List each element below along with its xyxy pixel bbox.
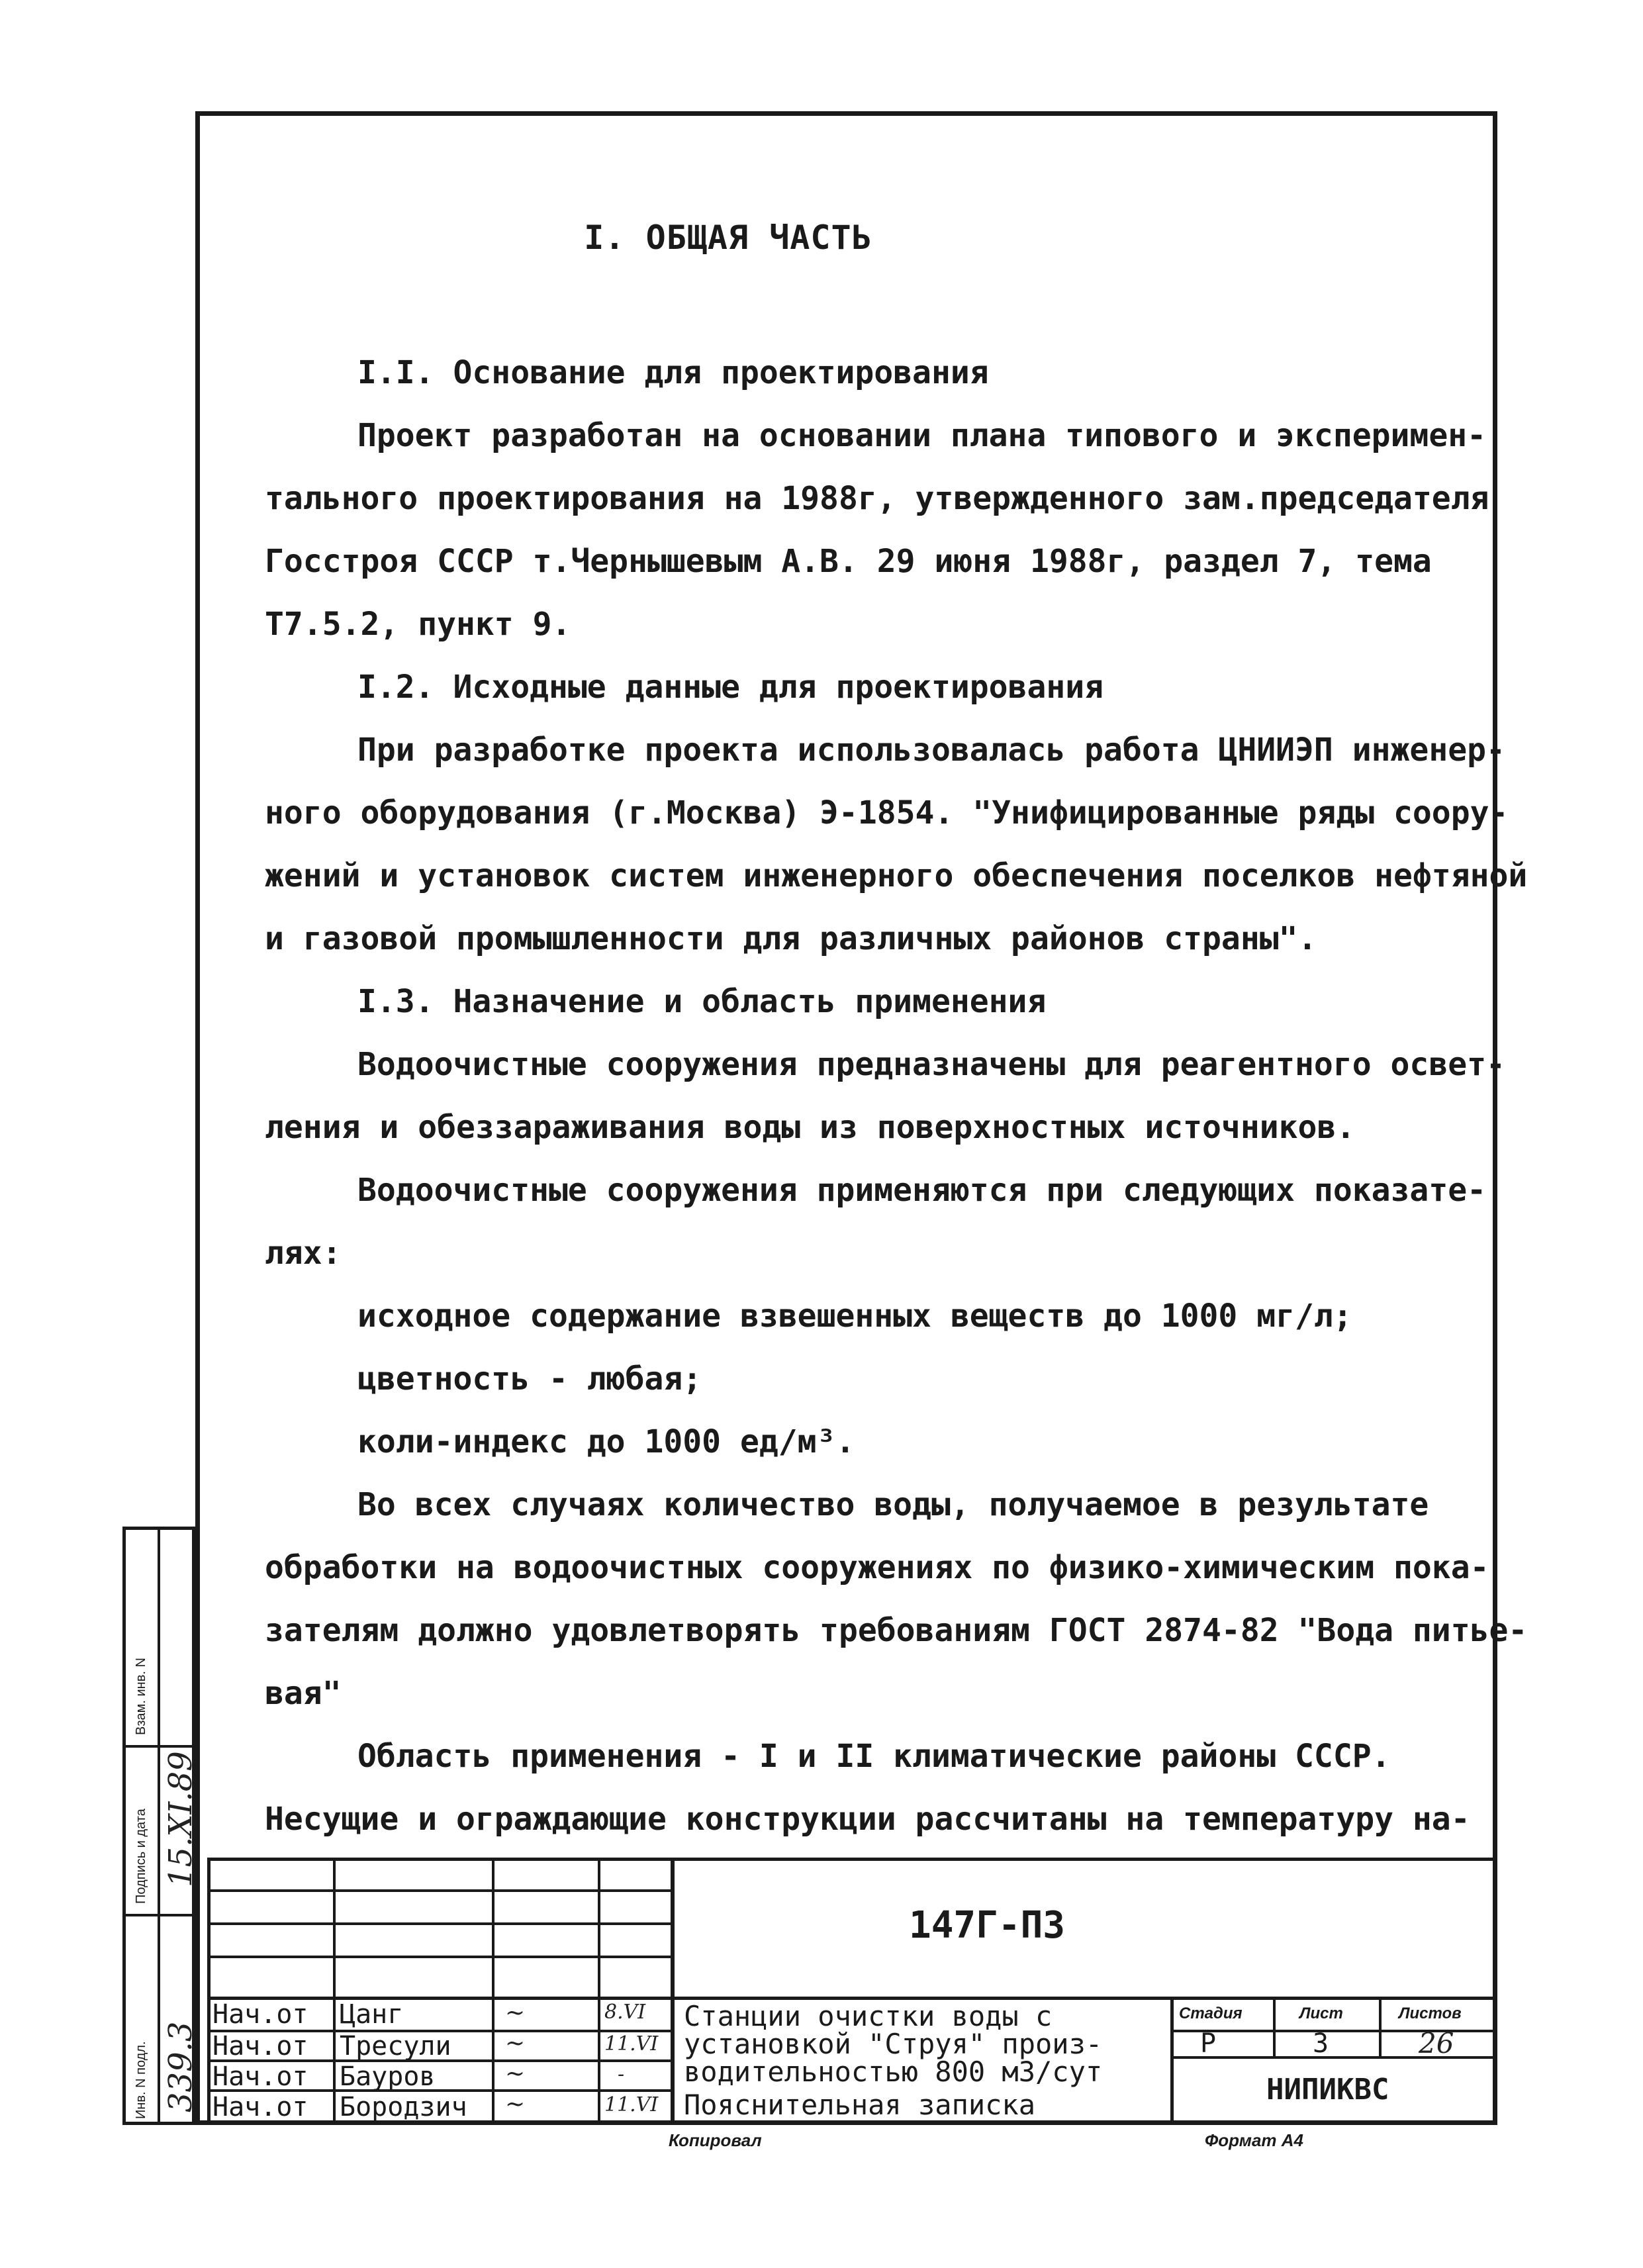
text-line: зателям должно удовлетворять требованиям ГОСТ 2874-82 "Вода питье- (265, 1612, 1528, 1649)
sheet-header: Лист (1299, 2005, 1343, 2022)
sheets-value: 26 (1419, 2027, 1454, 2059)
text-line: Во всех случаях количество воды, получаемое в результате (357, 1486, 1429, 1523)
subsection-heading: I.I. Основание для проектирования (357, 354, 989, 391)
description-line: Пояснительная записка (684, 2089, 1036, 2121)
format-label: Формат А4 (1205, 2130, 1303, 2150)
description-line: Станции очистки воды с (684, 2000, 1053, 2032)
sign-date: 8.VI (604, 2001, 646, 2024)
text-line: ления и обеззараживания воды из поверхностных источников. (265, 1109, 1356, 1146)
organization: НИПИКВС (1266, 2073, 1389, 2106)
text-line: Водоочистные сооружения предназначены для реагентного освет- (357, 1046, 1505, 1083)
signature: ~ (505, 2030, 526, 2057)
text-line: ного оборудования (г.Москва) Э-1854. "Унифицированные ряды соору- (265, 794, 1509, 831)
text-line: При разработке проекта использовалась работа ЦНИИЭП инженер- (357, 732, 1505, 769)
text-line: Т7.5.2, пункт 9. (265, 606, 571, 643)
staff-name: Бауров (340, 2061, 436, 2092)
document-code: 147Г-ПЗ (909, 1904, 1066, 1947)
text-line: жений и установок систем инженерного обеспечения поселков нефтяной (265, 857, 1528, 894)
sheets-header: Листов (1399, 2005, 1462, 2022)
staff-role: Нач.от (212, 2061, 308, 2092)
staff-name: Тресули (340, 2031, 451, 2061)
description-line: установкой "Струя" произ- (684, 2028, 1103, 2060)
text-line: вая" (265, 1675, 342, 1712)
staff-role: Нач.от (212, 1999, 308, 2030)
staff-role: Нач.от (212, 2031, 308, 2061)
text-line: лях: (265, 1235, 342, 1272)
copied-by-label: Копировал (669, 2130, 762, 2150)
text-line: Госстроя СССР т.Чернышевым А.В. 29 июня 1988г, раздел 7, тема (265, 543, 1432, 580)
side-label-inv: Инв. N подл. (134, 2041, 148, 2119)
stage-value: Р (1200, 2028, 1217, 2059)
side-strip-divider (126, 1914, 192, 1916)
text-line: Проект разработан на основании плана типового и эксперимен- (357, 417, 1487, 454)
staff-name: Бородзич (340, 2092, 467, 2122)
sign-date: 11.VI (604, 2093, 659, 2116)
subsection-heading: I.3. Назначение и область применения (357, 983, 1047, 1020)
sign-date: 11.VI (604, 2032, 659, 2055)
text-line: Несущие и ограждающие конструкции рассчитаны на температуру на- (265, 1801, 1470, 1838)
side-label-signature: Подпись и дата (134, 1809, 148, 1904)
text-line: коли-индекс до 1000 ед/м³. (357, 1423, 855, 1460)
description-line: водительностью 800 м3/сут (684, 2055, 1103, 2088)
stage-header: Стадия (1179, 2005, 1243, 2022)
sign-date: - (618, 2063, 625, 2086)
text-line: обработки на водоочистных сооружениях по физико-химическим пока- (265, 1549, 1489, 1586)
signature: ~ (505, 2091, 526, 2118)
signature: ~ (505, 1999, 526, 2026)
section-title: I. ОБЩАЯ ЧАСТЬ (584, 218, 872, 257)
side-strip-divider (126, 1745, 192, 1748)
staff-role: Нач.от (212, 2092, 308, 2122)
text-line: Водоочистные сооружения применяются при следующих показате- (357, 1172, 1487, 1209)
signature: ~ (505, 2060, 526, 2087)
side-strip (122, 1527, 199, 2125)
subsection-heading: I.2. Исходные данные для проектирования (357, 669, 1104, 706)
text-line: и газовой промышленности для различных районов страны". (265, 920, 1317, 957)
signature-date-value: 15.XI.89 (162, 1751, 199, 1887)
text-line: Область применения - I и II климатические районы СССР. (357, 1738, 1391, 1775)
text-line: цветность - любая; (357, 1360, 702, 1397)
staff-name: Цанг (340, 1999, 404, 2030)
sheet-value: 3 (1313, 2028, 1329, 2059)
text-line: тального проектирования на 1988г, утвержденного зам.председателя (265, 480, 1489, 517)
title-block (207, 1858, 1497, 2125)
side-label-replacement: Взам. инв. N (134, 1658, 148, 1735)
text-line: исходное содержание взвешенных веществ до 1000 мг/л; (357, 1298, 1352, 1335)
inv-number-value: 339.3 (162, 2021, 199, 2112)
